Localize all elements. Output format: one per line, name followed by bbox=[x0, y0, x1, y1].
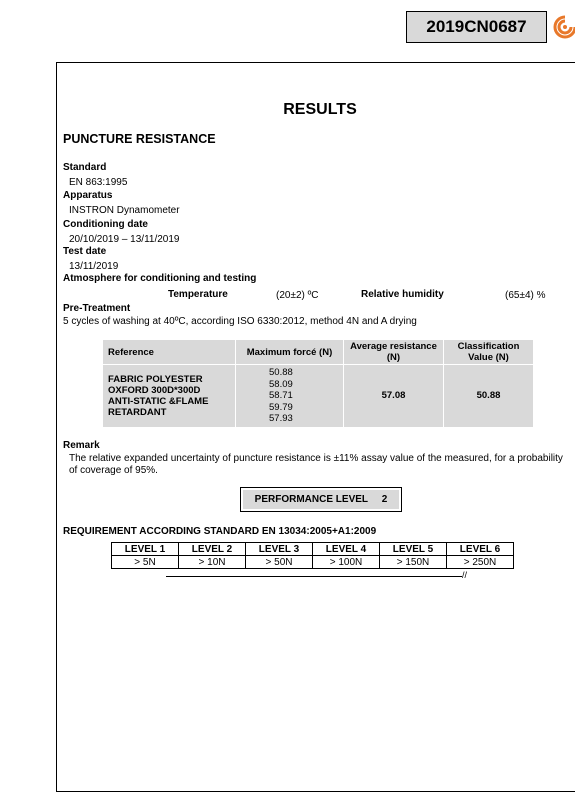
requirement-title: REQUIREMENT ACCORDING STANDARD EN 13034:2005+A1:2009 bbox=[63, 526, 377, 537]
max-force-value: 58.71 bbox=[269, 390, 293, 401]
performance-level-label: PERFORMANCE LEVEL bbox=[254, 494, 368, 505]
levels-table bbox=[111, 542, 514, 569]
humidity-label: Relative humidity bbox=[361, 289, 444, 300]
reference-line: FABRIC POLYESTER bbox=[108, 373, 203, 385]
performance-level-box bbox=[240, 487, 402, 512]
level-threshold: > 250N bbox=[447, 556, 514, 569]
classification-value: 50.88 bbox=[444, 365, 534, 428]
test-date-value: 13/11/2019 bbox=[69, 261, 119, 272]
remark-line-1: The relative expanded uncertainty of puncture resistance is ±11% assay value of the measured, for a probability bbox=[69, 453, 563, 464]
report-number: 2019CN0687 bbox=[406, 11, 547, 43]
conditioning-date-label: Conditioning date bbox=[63, 219, 148, 230]
reference-line: ANTI-STATIC &FLAME bbox=[108, 395, 209, 407]
level-threshold: > 5N bbox=[112, 556, 179, 569]
atmosphere-label: Atmosphere for conditioning and testing bbox=[63, 273, 257, 284]
end-mark: // bbox=[462, 570, 468, 580]
company-logo-icon bbox=[553, 15, 575, 39]
levels-header-row bbox=[112, 543, 514, 556]
max-force-value: 50.88 bbox=[269, 367, 293, 378]
header-average: Average resistance (N) bbox=[344, 340, 444, 365]
section-title: PUNCTURE RESISTANCE bbox=[63, 132, 216, 146]
max-force-value: 58.09 bbox=[269, 378, 293, 390]
max-force-cell bbox=[236, 365, 344, 428]
apparatus-label: Apparatus bbox=[63, 190, 113, 201]
level-threshold: > 150N bbox=[380, 556, 447, 569]
level-header: LEVEL 2 bbox=[179, 543, 246, 556]
header-reference: Reference bbox=[103, 340, 236, 365]
reference-line: RETARDANT bbox=[108, 406, 167, 418]
reference-line: OXFORD 300D*300D bbox=[108, 384, 201, 396]
level-threshold: > 50N bbox=[246, 556, 313, 569]
level-header: LEVEL 4 bbox=[313, 543, 380, 556]
level-header: LEVEL 1 bbox=[112, 543, 179, 556]
end-rule bbox=[166, 576, 462, 577]
temperature-value: (20±2) ºC bbox=[276, 290, 319, 301]
reference-cell bbox=[103, 365, 236, 428]
results-header-row bbox=[103, 340, 534, 365]
remark-line-2: of coverage of 95%. bbox=[69, 465, 158, 476]
results-data-row bbox=[103, 365, 534, 428]
standard-label: Standard bbox=[63, 162, 107, 173]
header-max-force: Maximum forcé (N) bbox=[236, 340, 344, 365]
level-header: LEVEL 3 bbox=[246, 543, 313, 556]
levels-threshold-row bbox=[112, 556, 514, 569]
performance-level-content bbox=[243, 490, 399, 509]
header-classification: Classification Value (N) bbox=[444, 340, 534, 365]
level-threshold: > 10N bbox=[179, 556, 246, 569]
level-header: LEVEL 5 bbox=[380, 543, 447, 556]
max-force-value: 59.79 bbox=[269, 401, 293, 413]
average-value: 57.08 bbox=[344, 365, 444, 428]
conditioning-date-value: 20/10/2019 – 13/11/2019 bbox=[69, 234, 180, 245]
level-header: LEVEL 6 bbox=[447, 543, 514, 556]
apparatus-value: INSTRON Dynamometer bbox=[69, 205, 180, 216]
temperature-label: Temperature bbox=[168, 289, 228, 300]
level-threshold: > 100N bbox=[313, 556, 380, 569]
remark-label: Remark bbox=[63, 440, 100, 451]
standard-value: EN 863:1995 bbox=[69, 177, 128, 188]
humidity-value: (65±4) % bbox=[505, 290, 546, 301]
results-table bbox=[102, 339, 534, 428]
pretreatment-value: 5 cycles of washing at 40ºC, according ISO 6330:2012, method 4N and A drying bbox=[63, 316, 417, 327]
max-force-value: 57.93 bbox=[269, 413, 293, 424]
pretreatment-label: Pre-Treatment bbox=[63, 303, 131, 314]
performance-level-value: 2 bbox=[381, 494, 388, 505]
page-title: RESULTS bbox=[283, 101, 357, 118]
test-date-label: Test date bbox=[63, 246, 107, 257]
